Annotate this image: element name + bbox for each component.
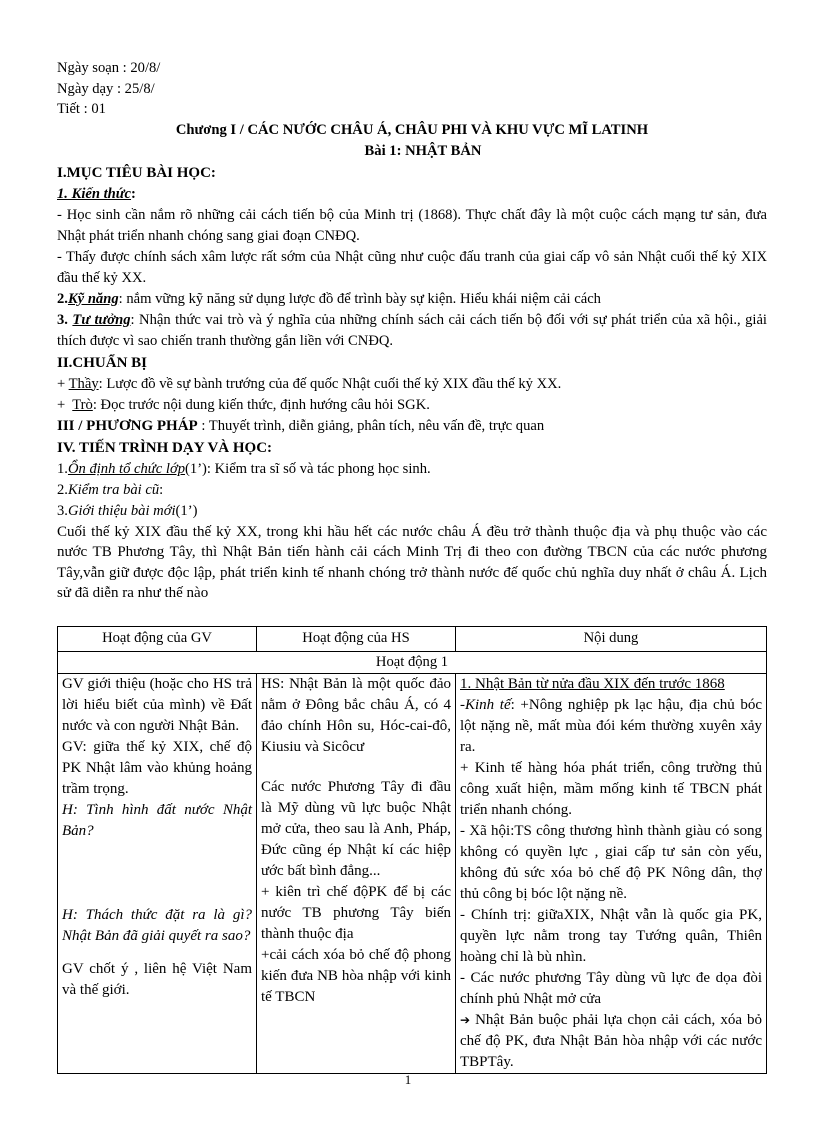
intro-paragraph: Cuối thế kỷ XIX đầu thế kỷ XX, trong khi hầu hết các nước châu Á đều trở thành thuộc địa và phụ thuộc vào các nước TB Phương Tây, thì Nhật Bản tiến hành cải cách Minh Trị đi theo con đường TBCN của các nước phương Tây,vẫn giữ được độc lập, phát triển kinh tế nhanh chóng trở thành nước đế quốc chủ nghĩa duy nhất ở châu Á. Lịch sử đã diễn ra như thế nào	[57, 523, 767, 601]
step-1: 1.Ổn định tổ chức lớp(1’): Kiểm tra sĩ số và tác phong học sinh.	[57, 460, 431, 477]
teacher-prep: + Thầy: Lược đồ về sự bành trướng của đế quốc Nhật cuối thế kỷ XIX đầu thế kỷ XX.	[57, 375, 562, 392]
activity-label: Hoạt động 1	[58, 652, 767, 674]
lesson-title: Bài 1: NHẬT BẢN	[364, 142, 482, 159]
hs-cell: HS: Nhật Bản là một quốc đảo nằm ở Đông bắc châu Á, có 4 đảo chính Hôn su, Hóc-cai-đô, Kiusiu và Sicôcư Các nước Phương Tây đi đầu là Mỹ dùng vũ lực buộc Nhật mở cửa, theo sau là Anh, Pháp, Đức cũng ép Nhật kí các hiệp ước bất bình đẳng... + kiên trì chế độPK để bị các nước TB phương Tây biến thành thuộc địa +cải cách xóa bỏ chế độ phong kiến đưa NB hòa nhập với kinh tế TBCN	[257, 674, 456, 1074]
activity-row	[58, 652, 767, 674]
gv-cell: GV giới thiệu (hoặc cho HS trả lời hiểu biết của mình) về Đất nước và con người Nhật Bản. GV: giữa thế kỷ XIX, chế độ PK Nhật lâm vào khủng hoảng trầm trọng. H: Tình hình đất nước Nhật Bản? H: Thách thức đặt ra là gì? Nhật Bản đã giải quyết ra sao? GV chốt ý , liên hệ Việt Nam và thế giới.	[58, 674, 257, 1074]
header-hs: Hoạt động của HS	[257, 627, 456, 652]
skills-line: 2.Kỹ năng: nắm vững kỹ năng sử dụng lược đồ để trình bày sự kiện. Hiểu khái niệm cải cách	[57, 290, 601, 307]
methods-line: III / PHƯƠNG PHÁP : Thuyết trình, diễn giảng, phân tích, nêu vấn đề, trực quan	[57, 417, 545, 434]
objectives-heading: I.MỤC TIÊU BÀI HỌC:	[57, 164, 216, 181]
date-prepared: Ngày soạn : 20/8/	[57, 60, 161, 76]
content-heading: 1. Nhật Bản từ nửa đầu XIX đến trước 1868	[460, 676, 725, 692]
table-header-row	[58, 627, 767, 652]
header-content: Nội dung	[456, 627, 767, 652]
skills-label: Kỹ năng	[67, 290, 119, 307]
attitude-label: Tư tưởng	[72, 311, 131, 328]
process-heading: IV. TIẾN TRÌNH DẠY VÀ HỌC:	[57, 439, 273, 456]
knowledge-label: 1. Kiến thức	[57, 185, 132, 202]
lesson-header	[57, 58, 767, 120]
page-number: 1	[404, 1072, 412, 1087]
lesson-plan-table	[57, 626, 767, 1074]
knowledge-point-1: - Học sinh cần nắm rõ những cải cách tiến bộ của Minh trị (1868). Thực chất đây là một cuộc cách mạng tư sản, đưa Nhật phát triển nhanh chóng sang giai đoạn CNĐQ.	[57, 206, 767, 244]
table-row	[58, 674, 767, 1074]
knowledge-label-line: 1. Kiến thức:	[57, 185, 136, 202]
arrow-right-icon: ➔	[460, 1013, 471, 1027]
attitude-line: 3. Tư tưởng: Nhận thức vai trò và ý nghĩa của những chính sách cải cách tiến bộ đối với sự phát triển của xã hội., giải thích được vì sao chiến tranh thường gắn liền với CNĐQ.	[57, 311, 767, 349]
student-prep: + Trò: Đọc trước nội dung kiến thức, định hướng câu hỏi SGK.	[57, 396, 430, 413]
step-3: 3.Giới thiệu bài mới(1’)	[57, 502, 198, 519]
period: Tiết : 01	[57, 101, 106, 117]
step-2: 2.Kiểm tra bài cũ:	[57, 481, 164, 498]
date-taught: Ngày dạy : 25/8/	[57, 80, 155, 97]
chapter-title: Chương I / CÁC NƯỚC CHÂU Á, CHÂU PHI VÀ KHU VỰC MĨ LATINH	[175, 121, 649, 138]
knowledge-point-2: - Thấy được chính sách xâm lược rất sớm của Nhật cũng như cuộc đấu tranh của giai cấp vô sản Nhật cuối thế kỷ XIX đầu thế kỷ XX.	[57, 248, 767, 286]
header-gv: Hoạt động của GV	[58, 627, 257, 652]
document-body	[57, 58, 767, 604]
preparation-heading: II.CHUẨN BỊ	[57, 354, 148, 371]
methods-heading: III / PHƯƠNG PHÁP	[57, 417, 198, 434]
content-cell: 1. Nhật Bản từ nửa đầu XIX đến trước 1868 -Kinh tế: +Nông nghiệp pk lạc hậu, địa chủ bóc lột nặng nề, mất mùa đói kém thường xuyên xảy ra. + Kinh tế hàng hóa phát triển, công trường thủ công xuất hiện, mầm mống kinh tế TBCN phát triển nhanh chóng. - Xã hội:TS công thương hình thành giàu có song không có quyền lực , giai cấp tư sản còn yếu, không đủ sức xóa bỏ chế độ PK Nông dân, thợ thủ công bị bóc lột nặng nề. - Chính trị: giữaXIX, Nhật vẫn là quốc gia PK, quyền lực nằm trong tay Tướng quân, Thiên hoàng chỉ là bù nhìn. - Các nước phương Tây dùng vũ lực đe dọa đòi chính phủ Nhật mở cửa ➔ Nhật Bản buộc phải lựa chọn cải cách, xóa bỏ chế độ PK, đưa Nhật Bản hòa nhập với các nước TBPTây.	[456, 674, 767, 1074]
